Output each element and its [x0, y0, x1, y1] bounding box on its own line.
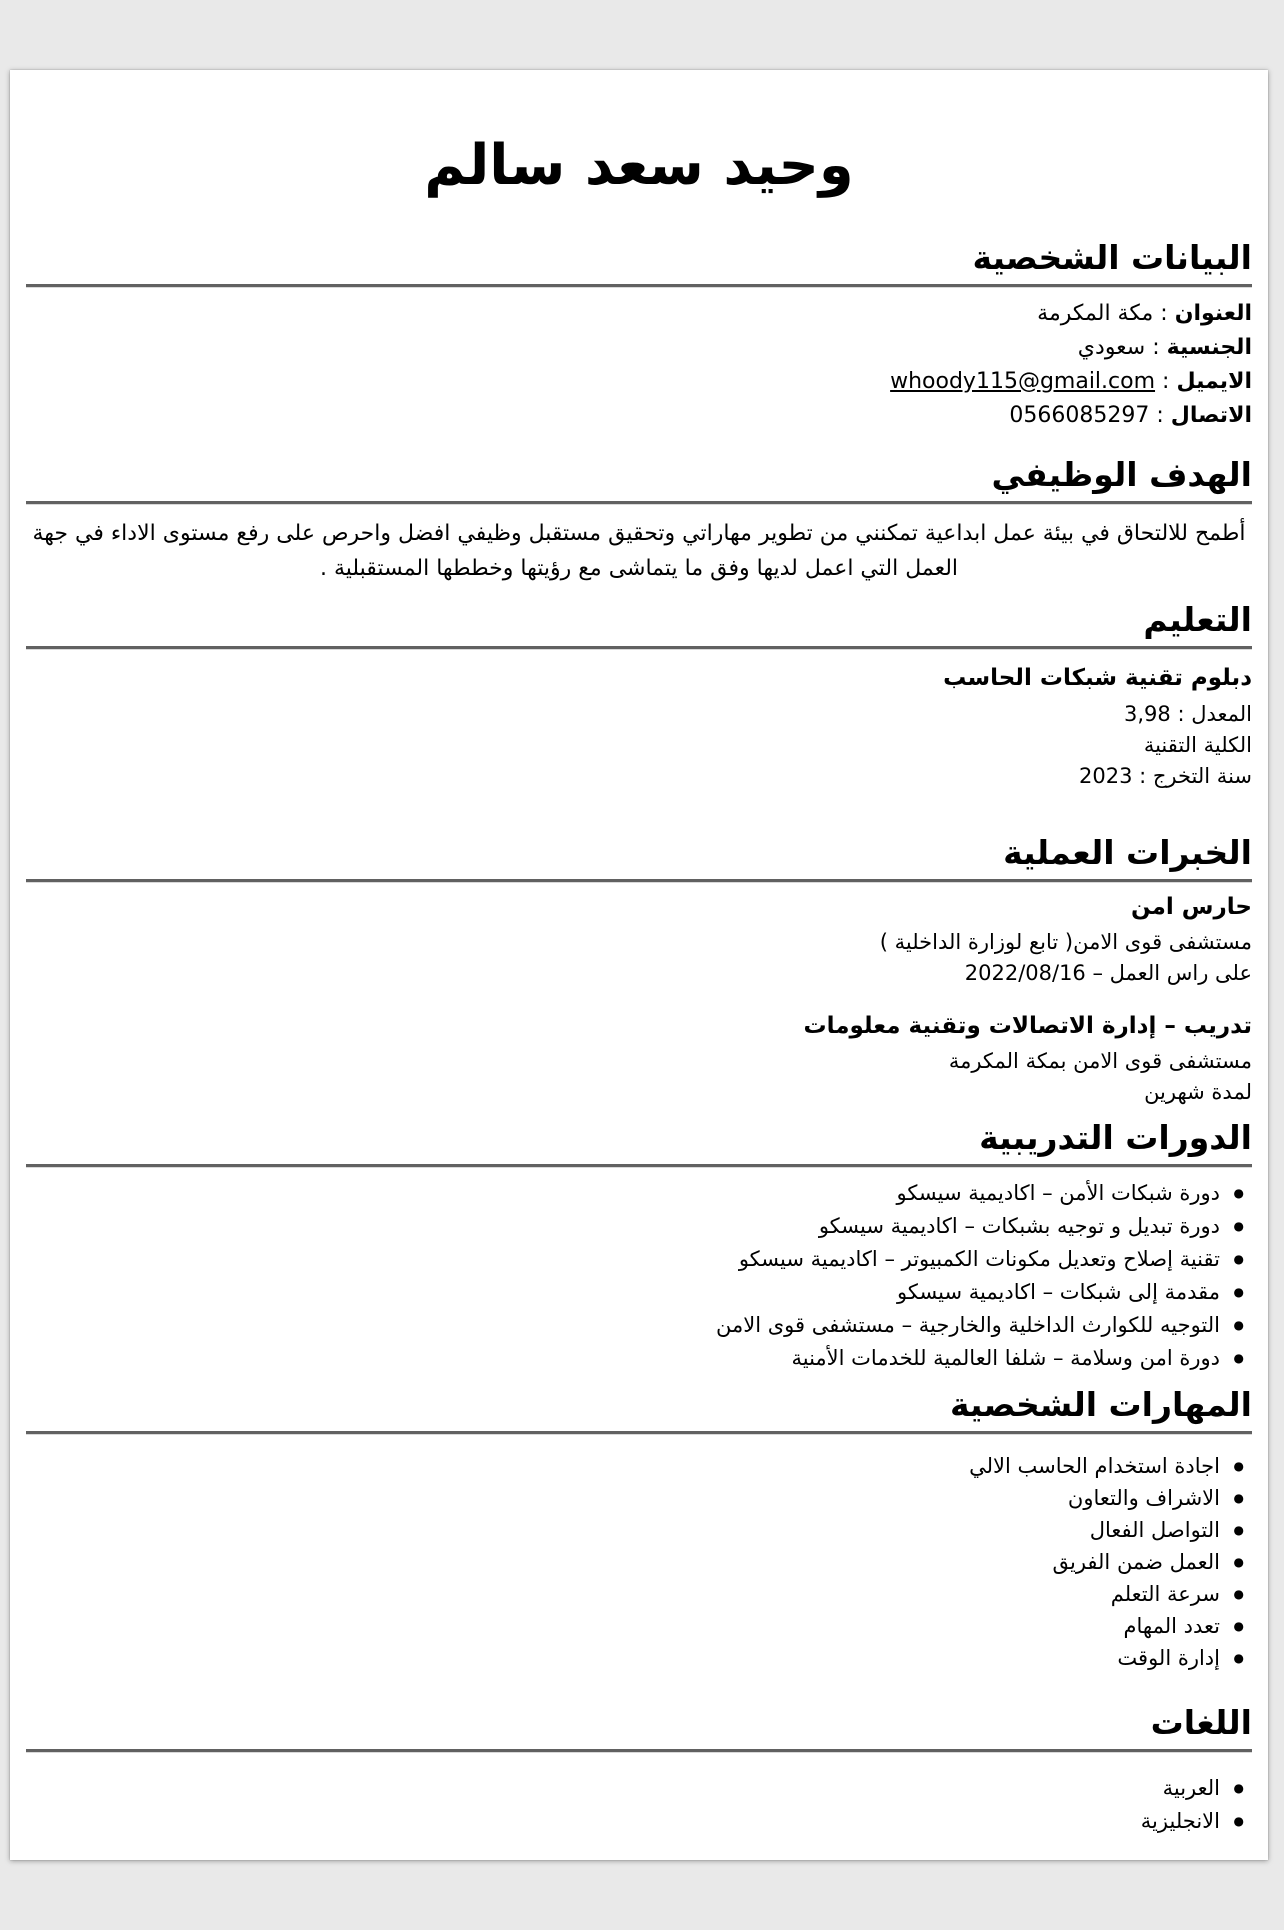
section-skills [26, 1383, 1252, 1674]
skills-list [26, 1450, 1252, 1674]
bullet-icon: ● [1233, 1490, 1244, 1505]
section-divider [26, 1164, 1252, 1167]
address-label: العنوان [1174, 300, 1252, 326]
list-item [26, 1772, 1252, 1805]
job-organization: مستشفى قوى الامن( تابع لوزارة الداخلية ) [879, 929, 1252, 954]
job-period: لمدة شهرين [1144, 1079, 1252, 1104]
bullet-icon: ● [1233, 1522, 1244, 1537]
list-item [26, 1342, 1252, 1375]
course-text: التوجيه للكوارث الداخلية والخارجية – مستشفى قوى الامن [716, 1312, 1220, 1337]
courses-list [26, 1177, 1252, 1375]
email-label: الايميل [1176, 368, 1252, 394]
bullet-icon: ● [1233, 1185, 1244, 1200]
bullet-icon: ● [1233, 1813, 1244, 1828]
language-text: الانجليزية [1140, 1808, 1220, 1833]
contact-row-email [26, 365, 1252, 399]
section-divider [26, 646, 1252, 649]
skill-text: اجادة استخدام الحاسب الالي [969, 1453, 1220, 1478]
bullet-icon: ● [1233, 1618, 1244, 1633]
list-item [26, 1210, 1252, 1243]
bullet-icon: ● [1233, 1554, 1244, 1569]
education-grad-year: سنة التخرج : 2023 [1078, 763, 1252, 788]
nationality-label: الجنسية [1166, 334, 1252, 360]
contact-list [26, 297, 1252, 433]
job-role: حارس امن [1130, 893, 1252, 920]
language-text: العربية [1162, 1775, 1220, 1800]
skills-title: المهارات الشخصية [949, 1384, 1252, 1424]
skill-text: التواصل الفعال [1089, 1517, 1220, 1542]
education-title: التعليم [1143, 599, 1252, 639]
personal-info-title: البيانات الشخصية [972, 237, 1252, 277]
education-degree: دبلوم تقنية شبكات الحاسب [943, 664, 1252, 691]
resume-page [10, 70, 1268, 1860]
contact-row-nationality [26, 331, 1252, 365]
bullet-icon: ● [1233, 1350, 1244, 1365]
course-text: مقدمة إلى شبكات – اكاديمية سيسكو [897, 1279, 1220, 1304]
education-gpa: المعدل : 3,98 [1124, 701, 1252, 726]
label-separator: : [1149, 402, 1171, 428]
list-item [26, 1482, 1252, 1514]
email-link[interactable]: whoody115@gmail.com [890, 368, 1156, 394]
courses-title: الدورات التدريبية [979, 1117, 1252, 1157]
objective-title: الهدف الوظيفي [991, 454, 1252, 494]
list-item [26, 1546, 1252, 1578]
list-item [26, 1514, 1252, 1546]
label-separator: : [1155, 368, 1177, 394]
list-item [26, 1276, 1252, 1309]
skill-text: الاشراف والتعاون [1067, 1485, 1220, 1510]
experience-title: الخبرات العملية [1003, 832, 1252, 872]
section-experience [26, 831, 1252, 1108]
job-period: 2022/08/16 – على راس العمل [964, 960, 1252, 985]
address-value: مكة المكرمة [1037, 300, 1154, 326]
job-details [26, 927, 1252, 989]
bullet-icon: ● [1233, 1251, 1244, 1266]
list-item [26, 1243, 1252, 1276]
objective-text: أطمح للالتحاق في بيئة عمل ابداعية تمكنني من تطوير مهاراتي وتحقيق مستقبل وظيفي افضل واحرص على رفع مستوى الاداء في جهة العمل التي اعمل لديها وفق ما يتماشى مع رؤيتها وخططها المستقبلية . [32, 520, 1246, 581]
resume-content [10, 70, 1268, 1860]
list-item [26, 1177, 1252, 1210]
job-details [26, 1046, 1252, 1108]
course-text: تقنية إصلاح وتعديل مكونات الكمبيوتر – اكاديمية سيسكو [738, 1246, 1220, 1271]
contact-row-phone [26, 399, 1252, 433]
course-text: دورة شبكات الأمن – اكاديمية سيسكو [896, 1180, 1220, 1205]
section-courses [26, 1116, 1252, 1375]
bullet-icon: ● [1233, 1218, 1244, 1233]
skill-text: إدارة الوقت [1117, 1645, 1220, 1670]
skill-text: تعدد المهام [1123, 1613, 1220, 1638]
list-item [26, 1309, 1252, 1342]
bullet-icon: ● [1233, 1458, 1244, 1473]
education-college: الكلية التقنية [1143, 732, 1252, 757]
section-divider [26, 1749, 1252, 1752]
languages-list [26, 1772, 1252, 1838]
bullet-icon: ● [1233, 1586, 1244, 1601]
section-personal-info [26, 236, 1252, 433]
nationality-value: سعودي [1077, 334, 1146, 360]
list-item [26, 1450, 1252, 1482]
label-separator: : [1145, 334, 1167, 360]
languages-title: اللغات [1150, 1702, 1252, 1742]
section-divider [26, 879, 1252, 882]
phone-label: الاتصال [1170, 402, 1252, 428]
section-education [26, 598, 1252, 792]
course-text: دورة تبديل و توجيه بشبكات – اكاديمية سيسكو [818, 1213, 1220, 1238]
skill-text: العمل ضمن الفريق [1052, 1549, 1220, 1574]
section-languages [26, 1701, 1252, 1838]
list-item [26, 1578, 1252, 1610]
list-item [26, 1610, 1252, 1642]
list-item [26, 1805, 1252, 1838]
label-separator: : [1153, 300, 1175, 326]
bullet-icon: ● [1233, 1780, 1244, 1795]
contact-row-address [26, 297, 1252, 331]
bullet-icon: ● [1233, 1317, 1244, 1332]
course-text: دورة امن وسلامة – شلفا العالمية للخدمات الأمنية [791, 1345, 1220, 1370]
education-details [26, 699, 1252, 792]
skill-text: سرعة التعلم [1110, 1581, 1220, 1606]
section-objective [26, 453, 1252, 586]
job-role: تدريب – إدارة الاتصالات وتقنية معلومات [803, 1012, 1252, 1039]
section-divider [26, 284, 1252, 287]
bullet-icon: ● [1233, 1650, 1244, 1665]
section-divider [26, 501, 1252, 504]
resume-name: وحيد سعد سالم [424, 133, 854, 198]
job-organization: مستشفى قوى الامن بمكة المكرمة [948, 1048, 1252, 1073]
phone-value: 0566085297 [1009, 402, 1150, 428]
bullet-icon: ● [1233, 1284, 1244, 1299]
list-item [26, 1642, 1252, 1674]
section-divider [26, 1431, 1252, 1434]
